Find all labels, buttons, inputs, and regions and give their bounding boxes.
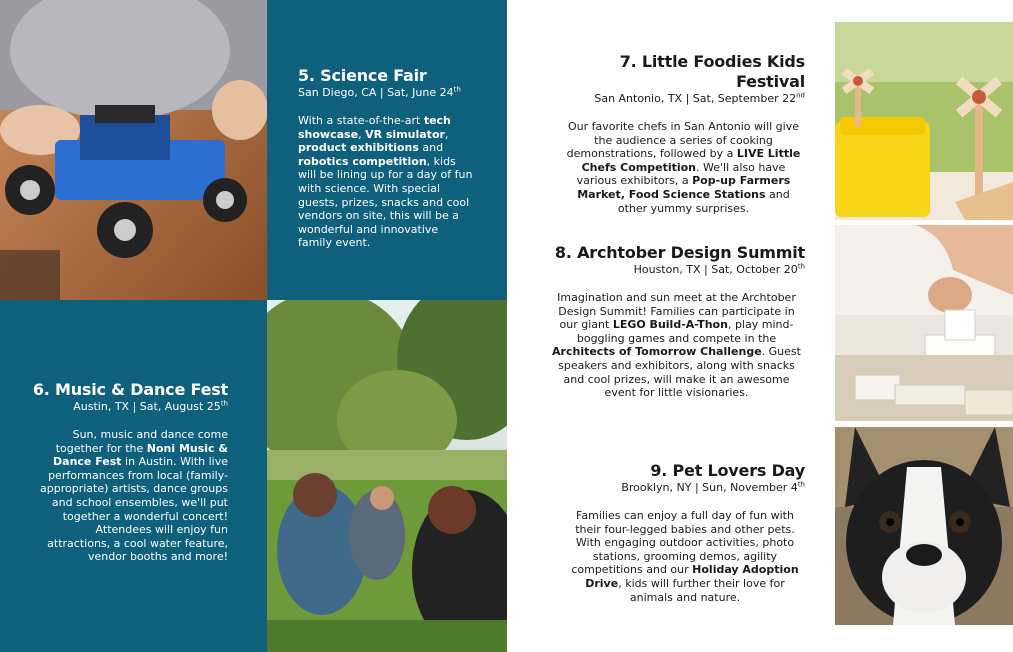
archtober-block xyxy=(548,243,805,400)
body-text: , xyxy=(358,127,366,141)
outdoor-concert-photo xyxy=(267,300,507,652)
highlight-text: VR simulator xyxy=(365,127,445,141)
event-description xyxy=(30,428,228,564)
highlight-text: Noni Music & Dance Fest xyxy=(53,441,228,469)
highlight-text: Architects of Tomorrow Challenge xyxy=(552,345,762,359)
kids-food-photo xyxy=(835,22,1013,220)
event-date: San Antonio, TX | Sat, September 22nd xyxy=(594,91,805,105)
lego-building-photo xyxy=(835,225,1013,421)
event-date: Brooklyn, NY | Sun, November 4th xyxy=(621,480,805,494)
body-text: , kids will further their love for animals and nature. xyxy=(618,576,785,604)
body-text: , play mind-boggling games and compete in the xyxy=(576,318,794,345)
event-title: 5. Science Fair xyxy=(298,66,427,85)
event-date: Austin, TX | Sat, August 25th xyxy=(73,399,228,413)
event-description xyxy=(565,509,805,604)
body-text: Families can enjoy a full day of fun with their four-legged babies and other pets. With engaging outdoor activities, photo stations, grooming demos, agility competitions and our xyxy=(571,509,795,577)
event-title: 9. Pet Lovers Day xyxy=(650,461,805,480)
body-text: Our favorite chefs in San Antonio will give the audience a series of cooking demonstrations, followed by a xyxy=(566,120,800,161)
highlight-text: robotics competition xyxy=(298,154,427,168)
highlight-text: LEGO Build-A-Thon xyxy=(612,318,728,332)
body-text: and xyxy=(418,141,444,155)
pet-lovers-block xyxy=(565,461,805,604)
event-description xyxy=(298,114,473,250)
science-fair-block xyxy=(298,66,473,250)
highlight-text: Pop-up Farmers Market, Food Science Stations xyxy=(577,174,791,201)
body-text: With a state-of-the-art xyxy=(298,114,424,127)
event-description xyxy=(548,120,805,215)
event-title: 7. Little Foodies Kids Festival xyxy=(619,52,805,91)
body-text: in Austin. With live performances from local (family-appropriate) artists, dance groups and school ensembles, we'll put together a wonderful concert! Attendees will enjoy fun attractions, a cool water feature, vendor booths and more! xyxy=(40,455,228,564)
highlight-text: LIVE Little Chefs Competition xyxy=(581,147,801,174)
robot-car-photo xyxy=(0,0,267,300)
french-bulldog-photo xyxy=(835,427,1013,625)
highlight-text: tech showcase xyxy=(298,114,451,141)
event-date: San Diego, CA | Sat, June 24th xyxy=(298,85,461,99)
event-title: 6. Music & Dance Fest xyxy=(32,380,228,399)
event-date: Houston, TX | Sat, October 20th xyxy=(633,262,805,276)
body-text: . We'll also have various exhibitors, a xyxy=(576,160,786,188)
body-text: Sun, music and dance come together for the xyxy=(55,428,228,455)
event-title: 8. Archtober Design Summit xyxy=(554,243,805,262)
body-text: and other yummy surprises. xyxy=(617,187,790,215)
event-description xyxy=(548,291,805,400)
body-text: , kids will be lining up for a day of fun with science. With special guests, prizes, snacks and cool vendors on site, this will be a wonderful and innovative family event. xyxy=(298,154,473,250)
body-text: . Guest speakers and exhibitors, along with snacks and cool prizes, will make it an awesome event for little visionaries. xyxy=(558,345,801,400)
highlight-text: product exhibitions xyxy=(298,141,419,155)
body-text: Imagination and sun meet at the Archtober Design Summit! Families can participate in our giant xyxy=(557,291,796,332)
music-dance-block xyxy=(30,380,228,564)
highlight-text: Holiday Adoption Drive xyxy=(585,563,799,590)
body-text: , xyxy=(444,127,449,141)
little-foodies-block xyxy=(548,52,805,215)
